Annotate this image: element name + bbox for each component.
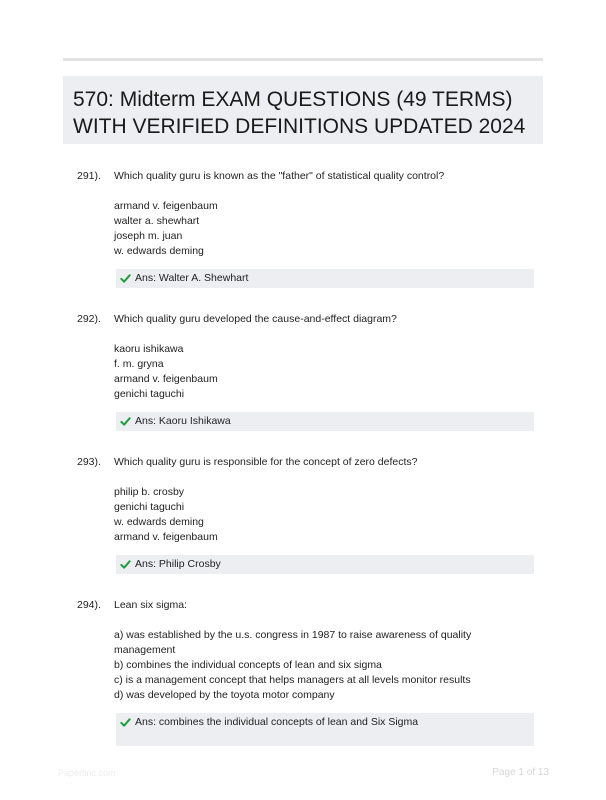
question-number: 294). [77,599,101,611]
question-text: Lean six sigma: [114,599,187,611]
option-list [114,485,534,545]
option-item: w. edwards deming [114,245,204,257]
question-number: 292). [77,313,101,325]
option-item: joseph m. juan [114,230,183,242]
answer-box [116,412,534,431]
answer-text: Ans: Kaoru Ishikawa [135,415,231,427]
title-banner [63,76,543,144]
option-item: kaoru ishikawa [114,343,184,355]
page-number: Page 1 of 13 [492,767,549,778]
option-list [114,628,489,703]
option-list [114,342,534,402]
answer-box [116,713,534,746]
option-item: genichi taguchi [114,388,185,400]
option-item: a) was established by the u.s. congress in 1987 to raise awareness of quality management [114,629,472,656]
question-text: Which quality guru is known as the "father" of statistical quality control? [114,170,445,182]
option-item: armand v. feigenbaum [114,373,218,385]
answer-box [116,555,534,574]
check-icon [120,416,131,427]
top-divider [63,58,543,61]
option-item: b) combines the individual concepts of lean and six sigma [114,659,382,671]
option-item: philip b. crosby [114,486,185,498]
page-title: 570: Midterm EXAM QUESTIONS (49 TERMS) WITH VERIFIED DEFINITIONS UPDATED 2024 [73,88,526,138]
option-item: walter a. shewhart [114,215,200,227]
option-item: c) is a management concept that helps managers at all levels monitor results [114,674,471,686]
option-item: genichi taguchi [114,501,185,513]
check-icon [120,273,131,284]
watermark-text: Paperfinc.com [58,768,116,778]
check-icon [120,559,131,570]
option-item: d) was developed by the toyota motor company [114,689,335,701]
check-icon [120,717,131,728]
option-item: w. edwards deming [114,516,204,528]
answer-text: Ans: Philip Crosby [135,558,221,570]
option-item: armand v. feigenbaum [114,200,218,212]
question-number: 291). [77,170,101,182]
answer-text: Ans: Walter A. Shewhart [135,272,249,284]
question-text: Which quality guru is responsible for the concept of zero defects? [114,456,418,468]
answer-text: Ans: combines the individual concepts of lean and Six Sigma [135,716,419,728]
option-item: armand v. feigenbaum [114,531,218,543]
option-list [114,199,534,259]
answer-box [116,269,534,288]
question-number: 293). [77,456,101,468]
question-text: Which quality guru developed the cause-and-effect diagram? [114,313,397,325]
option-item: f. m. gryna [114,358,164,370]
